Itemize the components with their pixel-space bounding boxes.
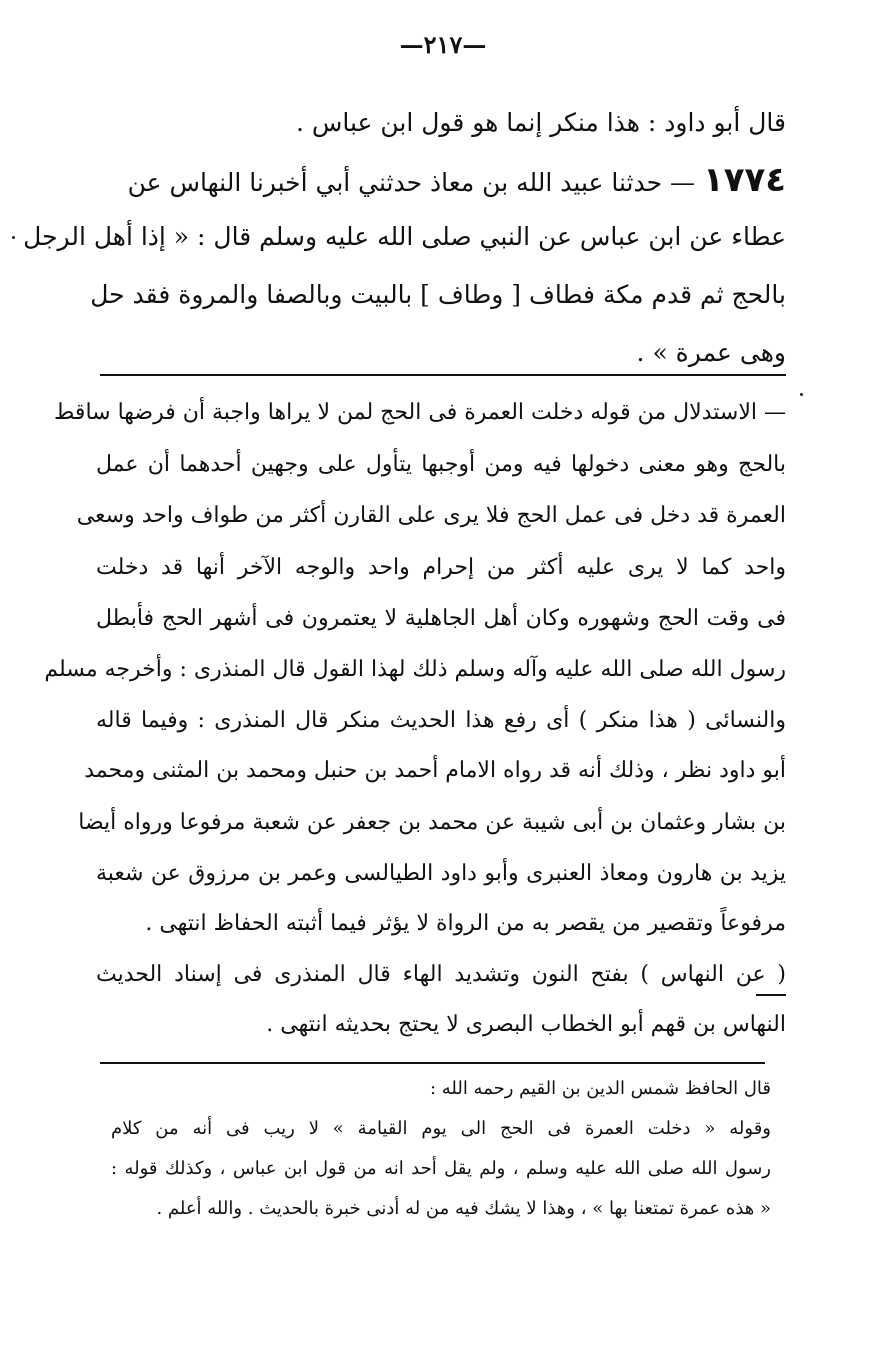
commentary-line: فى وقت الحج وشهوره وكان أهل الجاهلية لا يعتمرون فى أشهر الحج فأبطل xyxy=(96,606,786,631)
hadith-number: ١٧٧٤ xyxy=(702,160,786,200)
footnote-line: « هذه عمرة تمتعنا بها » ، وهذا لا يشك فيه من له أدنى خبرة بالحديث . والله أعلم . xyxy=(156,1198,771,1219)
hadith-line-3: عطاء عن ابن عباس عن النبي صلى الله عليه وسلم قال : « إذا أهل الرجل xyxy=(23,222,786,251)
divider-footnote xyxy=(100,1062,765,1064)
commentary-line: — الاستدلال من قوله دخلت العمرة فى الحج لمن لا يراها واجبة أن فرضها ساقط xyxy=(54,400,786,425)
hadith-line-4: بالحج ثم قدم مكة فطاف [ وطاف ] بالبيت وبالصفا والمروة فقد حل xyxy=(90,280,786,309)
hadith-line-5: وهى عمرة » . xyxy=(636,338,786,367)
dash-mark xyxy=(756,994,786,996)
commentary-line: والنسائى ( هذا منكر ) أى رفع هذا الحديث منكر قال المنذرى : وفيما قاله xyxy=(96,708,786,733)
hadith-line-2 xyxy=(86,160,786,200)
hadith-line-1: قال أبو داود : هذا منكر إنما هو قول ابن عباس . xyxy=(295,108,786,137)
commentary-line: بالحج وهو معنى دخولها فيه ومن أوجبها يتأول على وجهين أحدهما أن عمل xyxy=(96,452,786,477)
commentary-line: بن بشار وعثمان بن أبى شيبة عن محمد بن جعفر عن شعبة مرفوعا ورواه أيضا xyxy=(78,810,786,835)
footnote-line: قال الحافظ شمس الدين بن القيم رحمه الله : xyxy=(429,1078,771,1099)
commentary-line: مرفوعاً وتقصير من يقصر به من الرواة لا يؤثر فيما أثبته الحفاظ انتهى . xyxy=(145,911,786,936)
commentary-line: أبو داود نظر ، وذلك أنه قد رواه الامام أحمد بن حنبل ومحمد بن المثنى ومحمد xyxy=(84,758,786,783)
commentary-line: العمرة قد دخل فى عمل الحج فلا يرى على القارن أكثر من طواف واحد وسعى xyxy=(76,503,786,528)
commentary-line: واحد كما لا يرى عليه أكثر من إحرام واحد والوجه الآخر أنها قد دخلت xyxy=(96,555,786,580)
footnote-line: رسول الله صلى الله عليه وسلم ، ولم يقل أحد انه من قول ابن عباس ، وكذلك قوله : xyxy=(111,1158,771,1179)
divider-top xyxy=(100,374,786,376)
commentary-line: يزيد بن هارون ومعاذ العنبرى وأبو داود الطيالسى وعمر بن مرزوق عن شعبة xyxy=(96,861,786,886)
margin-dot xyxy=(800,393,803,396)
commentary-line: رسول الله صلى الله عليه وآله وسلم ذلك لهذا القول قال المنذرى : وأخرجه مسلم xyxy=(44,657,786,682)
page-number: —٢١٧— xyxy=(399,30,487,59)
margin-dot-left xyxy=(12,236,15,239)
commentary-line: ( عن النهاس ) بفتح النون وتشديد الهاء قال المنذرى فى إسناد الحديث xyxy=(96,962,786,987)
commentary-line: النهاس بن قهم أبو الخطاب البصرى لا يحتج بحديثه انتهى . xyxy=(266,1012,786,1037)
footnote-line: وقوله « دخلت العمرة فى الحج الى يوم القيامة » لا ريب فى أنه من كلام xyxy=(111,1118,771,1139)
hadith-line-2-text: — حدثنا عبيد الله بن معاذ حدثني أبي أخبرنا النهاس عن xyxy=(127,168,696,197)
